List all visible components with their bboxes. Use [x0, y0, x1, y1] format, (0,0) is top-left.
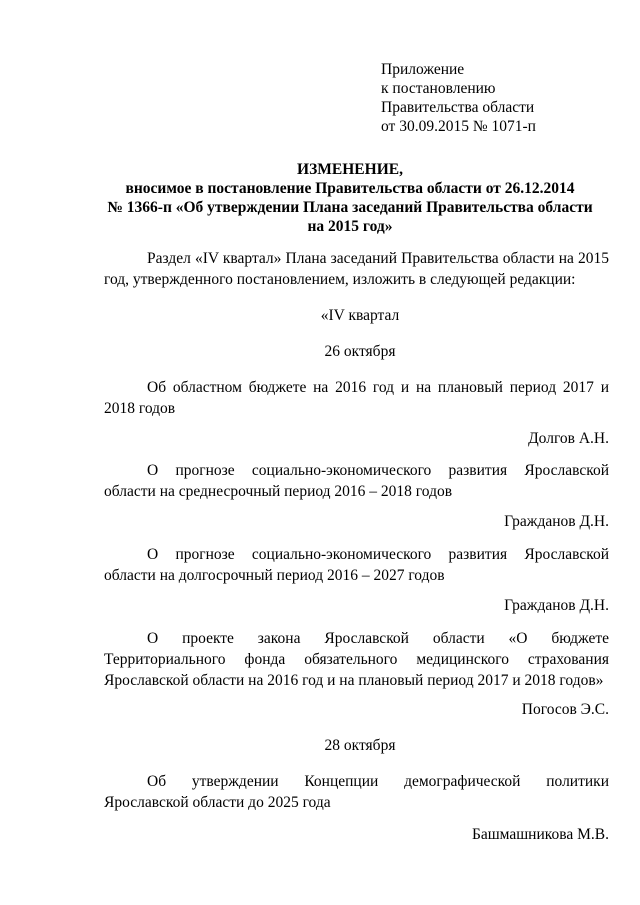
date-heading: 28 октября: [324, 737, 396, 754]
speaker-name: Долгов А.Н.: [528, 430, 609, 447]
title-line: ИЗМЕНЕНИЕ,: [297, 161, 403, 178]
annex-line: от 30.09.2015 № 1071-п: [381, 118, 536, 135]
speaker-name: Погосов Э.С.: [521, 701, 609, 718]
annex-line: Правительства области: [381, 99, 535, 116]
agenda-item: О проекте закона Ярославской области «О бюджете Территориального фонда обязательного медицинского страхования Ярославской области на 2016 год и на плановый период 2017 и 2018 годов»: [104, 630, 609, 689]
date-heading: 26 октября: [324, 343, 396, 360]
agenda-item: О прогнозе социально-экономического развития Ярославской области на долгосрочный период 2016 – 2027 годов: [104, 546, 609, 584]
annex-line: к постановлению: [381, 80, 496, 97]
intro-paragraph: Раздел «IV квартал» Плана заседаний Правительства области на 2015 год, утвержденного постановлением, изложить в следующей редакции:: [104, 250, 609, 288]
title-line: на 2015 год»: [307, 218, 393, 235]
annex-line: Приложение: [381, 61, 465, 78]
agenda-item: Об утверждении Концепции демографической политики Ярославской области до 2025 года: [104, 773, 609, 811]
title-line: № 1366-п «Об утверждении Плана заседаний Правительства области: [107, 199, 593, 216]
document-title: [0, 160, 640, 236]
agenda-item: О прогнозе социально-экономического развития Ярославской области на среднесрочный период 2016 – 2018 годов: [104, 462, 609, 500]
speaker-name: Башмашникова М.В.: [471, 826, 609, 843]
annex-block: [381, 60, 536, 136]
agenda-item: Об областном бюджете на 2016 год и на плановый период 2017 и 2018 годов: [104, 379, 609, 417]
quarter-heading: «IV квартал: [320, 307, 400, 324]
title-line: вносимое в постановление Правительства области от 26.12.2014: [125, 180, 575, 197]
speaker-name: Гражданов Д.Н.: [504, 513, 609, 530]
speaker-name: Гражданов Д.Н.: [504, 597, 609, 614]
